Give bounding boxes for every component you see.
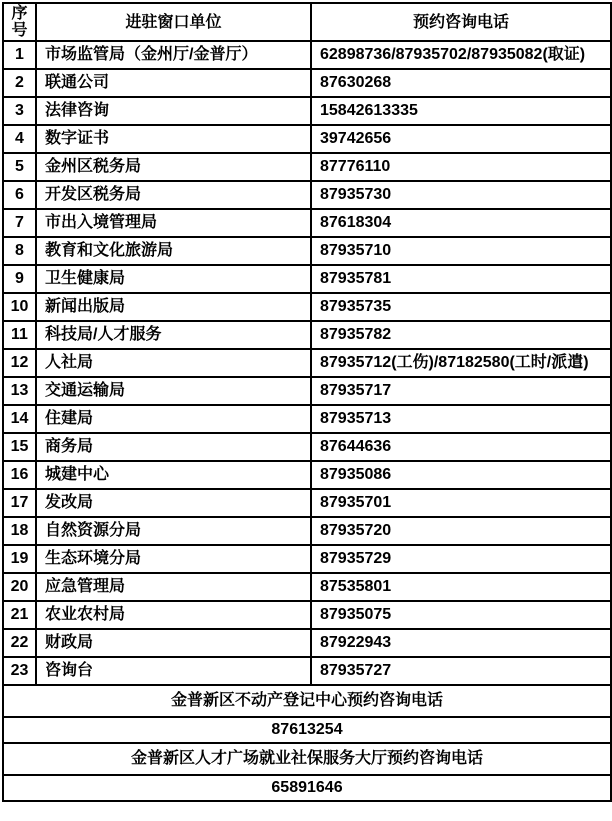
unit-cell: 科技局/人才服务	[36, 321, 311, 349]
row-index-cell: 1	[3, 41, 36, 69]
row-index-cell: 10	[3, 293, 36, 321]
unit-cell: 农业农村局	[36, 601, 311, 629]
unit-cell: 卫生健康局	[36, 265, 311, 293]
row-index-cell: 16	[3, 461, 36, 489]
phone-cell: 15842613335	[311, 97, 611, 125]
phone-cell: 87935710	[311, 237, 611, 265]
phone-cell: 62898736/87935702/87935082(取证)	[311, 41, 611, 69]
row-index-cell: 20	[3, 573, 36, 601]
row-index-cell: 18	[3, 517, 36, 545]
header-row	[3, 3, 611, 41]
col-header-phone: 预约咨询电话	[311, 3, 611, 41]
footer-title-row	[3, 685, 611, 717]
row-index-cell: 7	[3, 209, 36, 237]
phone-cell: 87935781	[311, 265, 611, 293]
unit-cell: 开发区税务局	[36, 181, 311, 209]
unit-cell: 住建局	[36, 405, 311, 433]
table-row	[3, 41, 611, 69]
phone-cell: 87935729	[311, 545, 611, 573]
table-row	[3, 657, 611, 685]
unit-cell: 法律咨询	[36, 97, 311, 125]
phone-cell: 87618304	[311, 209, 611, 237]
table-row	[3, 573, 611, 601]
phone-cell: 87535801	[311, 573, 611, 601]
table-row	[3, 321, 611, 349]
table-row	[3, 489, 611, 517]
footer-title-row	[3, 743, 611, 775]
phone-cell: 87644636	[311, 433, 611, 461]
table-row	[3, 405, 611, 433]
footer-phone-row	[3, 775, 611, 801]
row-index-cell: 12	[3, 349, 36, 377]
table-row	[3, 349, 611, 377]
phone-cell: 87935086	[311, 461, 611, 489]
unit-cell: 新闻出版局	[36, 293, 311, 321]
table-row	[3, 293, 611, 321]
table-row	[3, 265, 611, 293]
phone-cell: 39742656	[311, 125, 611, 153]
table-row	[3, 629, 611, 657]
table-footer	[3, 685, 611, 801]
row-index-cell: 5	[3, 153, 36, 181]
row-index-cell: 15	[3, 433, 36, 461]
col-header-unit: 进驻窗口单位	[36, 3, 311, 41]
unit-cell: 市出入境管理局	[36, 209, 311, 237]
table-row	[3, 433, 611, 461]
unit-cell: 财政局	[36, 629, 311, 657]
row-index-cell: 4	[3, 125, 36, 153]
unit-cell: 市场监管局（金州厅/金普厅）	[36, 41, 311, 69]
table-row	[3, 545, 611, 573]
footer-phone-row	[3, 717, 611, 743]
phone-directory-table	[2, 2, 612, 802]
row-index-cell: 6	[3, 181, 36, 209]
table-row	[3, 69, 611, 97]
phone-cell: 87935717	[311, 377, 611, 405]
row-index-cell: 2	[3, 69, 36, 97]
phone-cell: 87935701	[311, 489, 611, 517]
phone-cell: 87935730	[311, 181, 611, 209]
unit-cell: 咨询台	[36, 657, 311, 685]
unit-cell: 自然资源分局	[36, 517, 311, 545]
phone-cell: 87935735	[311, 293, 611, 321]
unit-cell: 数字证书	[36, 125, 311, 153]
row-index-cell: 14	[3, 405, 36, 433]
table-row	[3, 153, 611, 181]
table-row	[3, 517, 611, 545]
phone-cell: 87922943	[311, 629, 611, 657]
unit-cell: 金州区税务局	[36, 153, 311, 181]
row-index-cell: 9	[3, 265, 36, 293]
unit-cell: 生态环境分局	[36, 545, 311, 573]
table-row	[3, 461, 611, 489]
footer-phone-cell: 87613254	[3, 717, 611, 743]
col-header-index: 序号	[3, 3, 36, 41]
footer-phone-cell: 65891646	[3, 775, 611, 801]
row-index-cell: 22	[3, 629, 36, 657]
footer-title-cell: 金普新区人才广场就业社保服务大厅预约咨询电话	[3, 743, 611, 775]
unit-cell: 商务局	[36, 433, 311, 461]
table-row	[3, 601, 611, 629]
unit-cell: 交通运输局	[36, 377, 311, 405]
table-row	[3, 209, 611, 237]
unit-cell: 联通公司	[36, 69, 311, 97]
row-index-cell: 3	[3, 97, 36, 125]
phone-cell: 87935713	[311, 405, 611, 433]
table-row	[3, 237, 611, 265]
row-index-cell: 17	[3, 489, 36, 517]
row-index-cell: 11	[3, 321, 36, 349]
phone-cell: 87935727	[311, 657, 611, 685]
row-index-cell: 19	[3, 545, 36, 573]
table-header	[3, 3, 611, 41]
phone-cell: 87630268	[311, 69, 611, 97]
table-row	[3, 377, 611, 405]
phone-cell: 87935712(工伤)/87182580(工时/派遣)	[311, 349, 611, 377]
table-row	[3, 125, 611, 153]
phone-cell: 87935782	[311, 321, 611, 349]
table-row	[3, 181, 611, 209]
unit-cell: 教育和文化旅游局	[36, 237, 311, 265]
row-index-cell: 23	[3, 657, 36, 685]
phone-cell: 87776110	[311, 153, 611, 181]
table-row	[3, 97, 611, 125]
unit-cell: 应急管理局	[36, 573, 311, 601]
unit-cell: 人社局	[36, 349, 311, 377]
row-index-cell: 13	[3, 377, 36, 405]
footer-title-cell: 金普新区不动产登记中心预约咨询电话	[3, 685, 611, 717]
phone-cell: 87935720	[311, 517, 611, 545]
table-body	[3, 41, 611, 685]
unit-cell: 发改局	[36, 489, 311, 517]
phone-cell: 87935075	[311, 601, 611, 629]
row-index-cell: 8	[3, 237, 36, 265]
unit-cell: 城建中心	[36, 461, 311, 489]
row-index-cell: 21	[3, 601, 36, 629]
